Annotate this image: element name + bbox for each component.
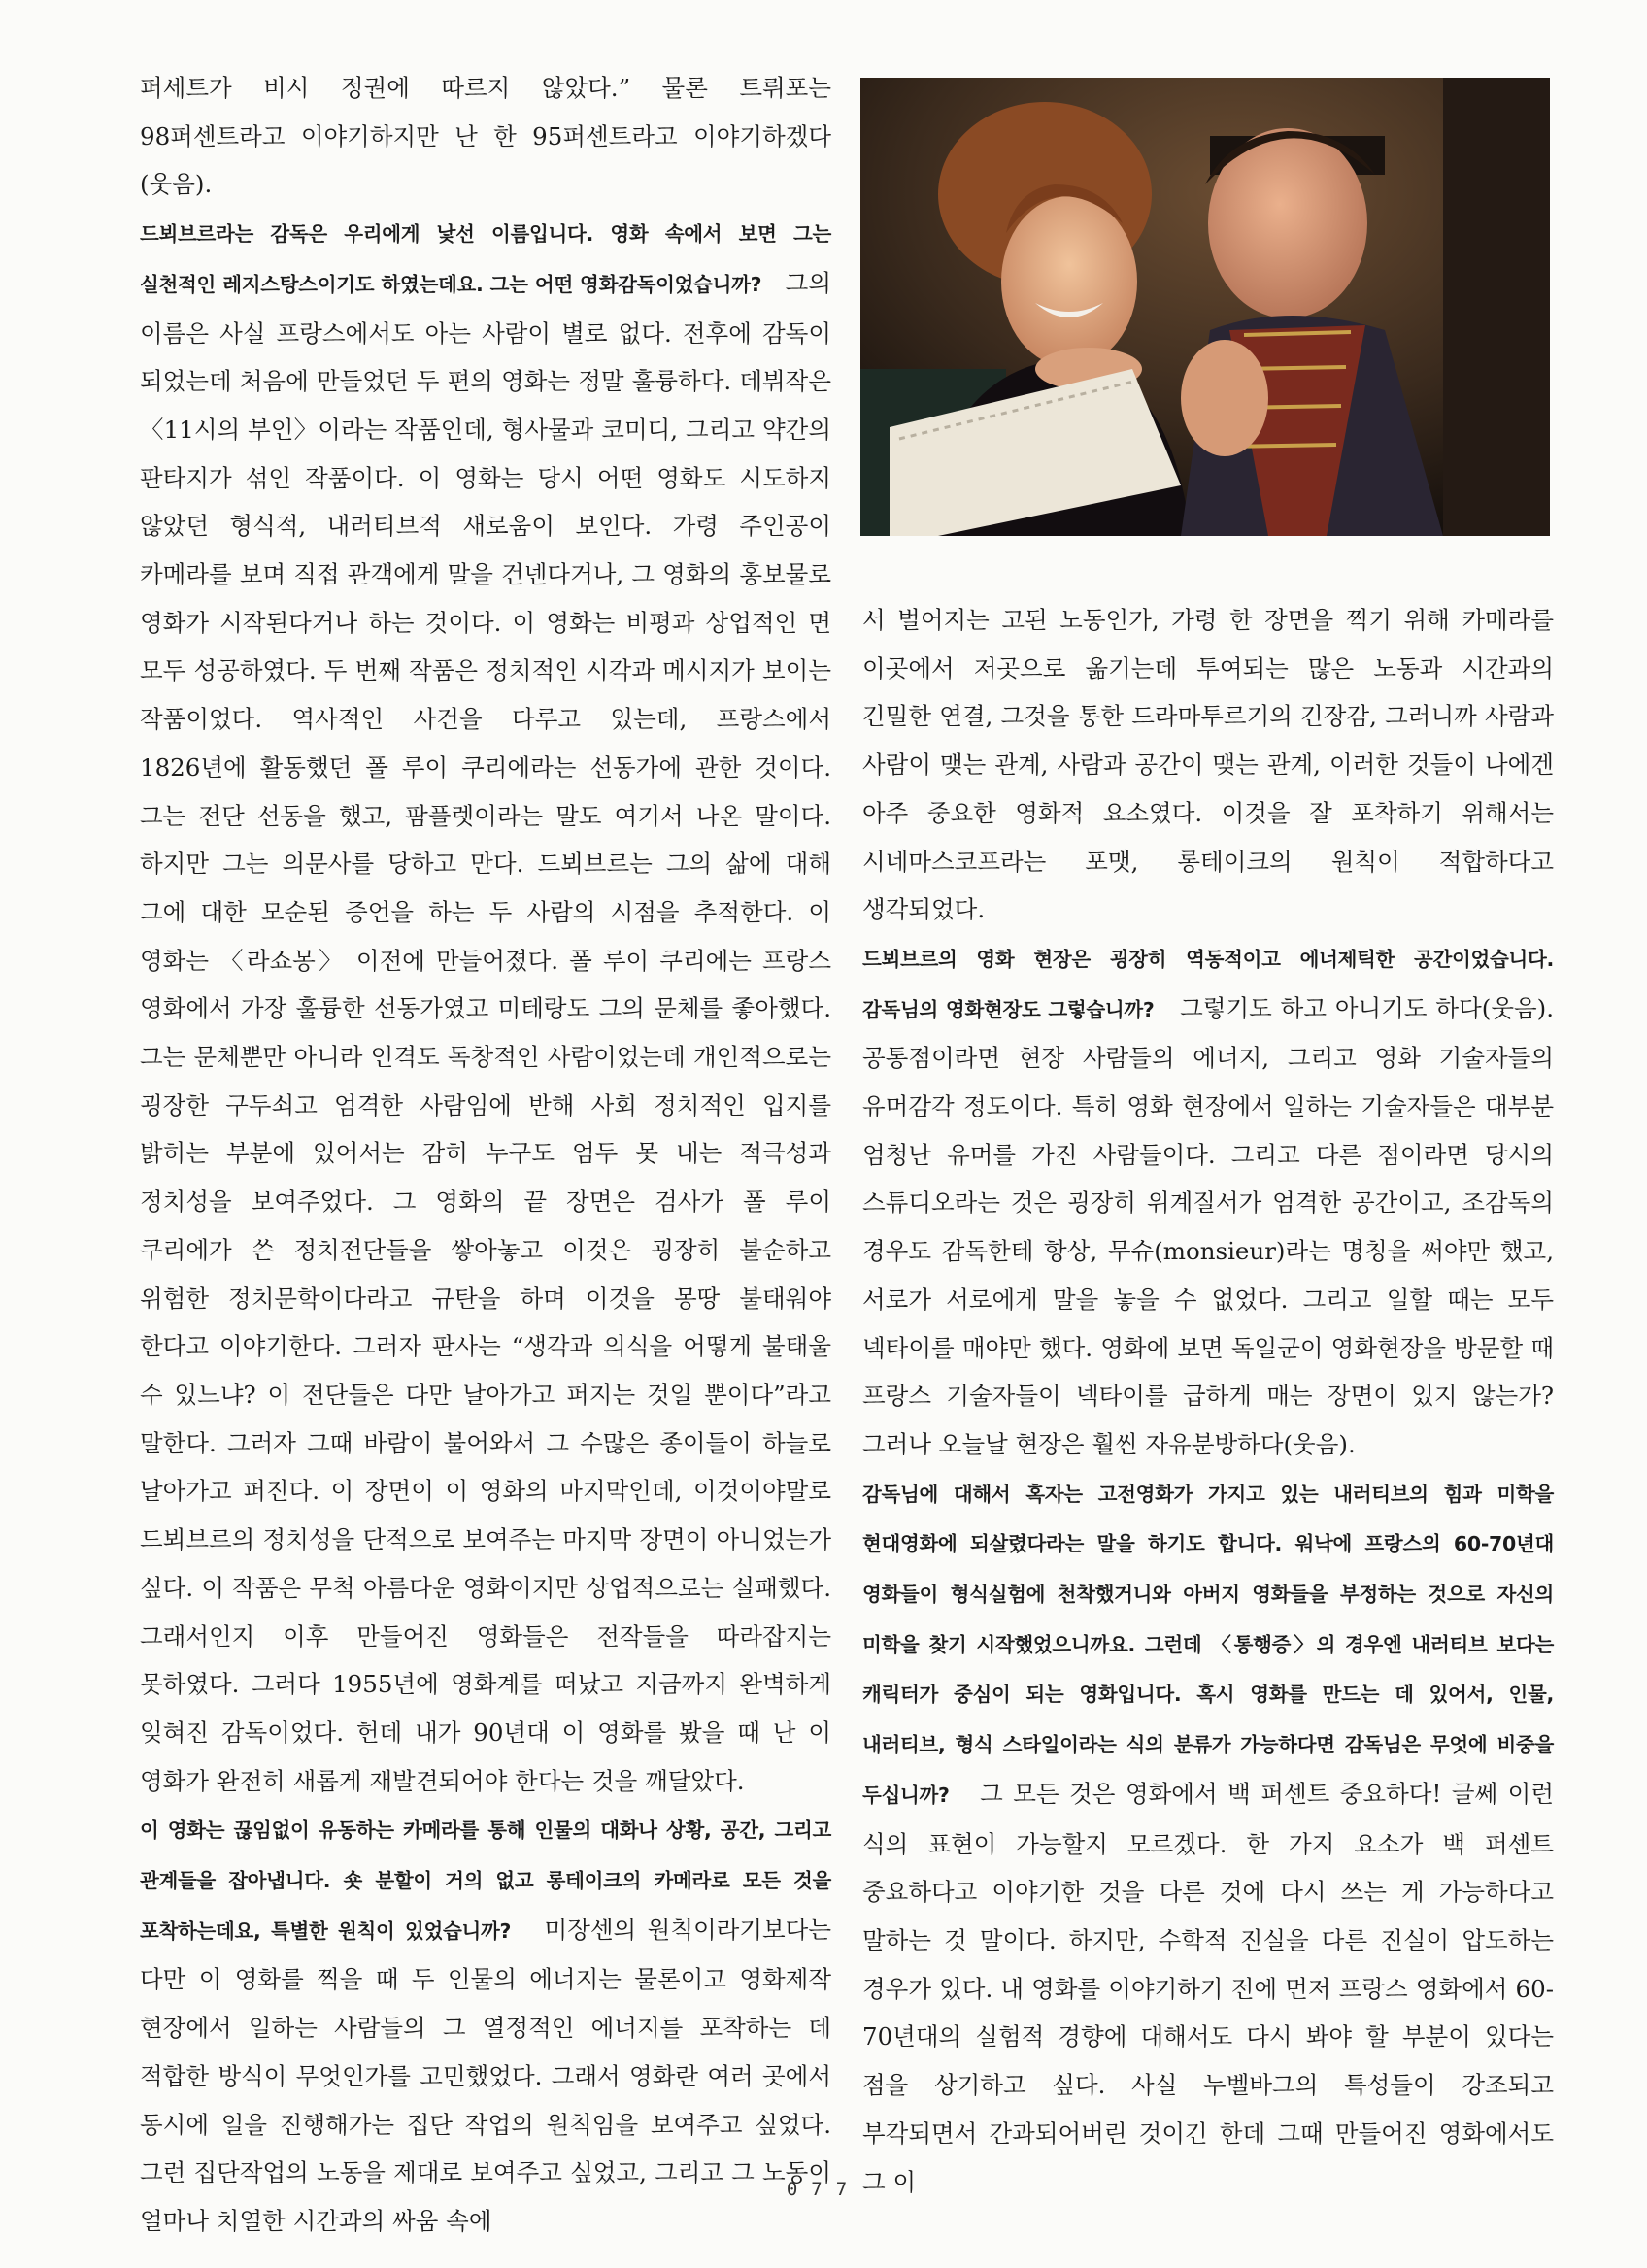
answer-text: 서 벌어지는 고된 노동인가, 가령 한 장면을 찍기 위해 카메라를 이곳에서 저곳으로 옮기는데 투여되는 많은 노동과 시간과의 긴밀한 연결, 그것을 통한 드라마투르기의 긴장감, 그러니까 사람과 사람이 맺는 관계, 사람과 공간이 맺는 관계, 이러한 것들이 나에겐 아주 중요한 영화적 요소였다. 이것을 잘 포착하기 위해서는 시네마스코프라는 포맷, 롱테이크의 원칙이 적합하다고 생각되었다. xyxy=(862,606,1554,924)
question-text: 감독님에 대해서 혹자는 고전영화가 가지고 있는 내러티브의 힘과 미학을 현대영화에 되살렸다라는 말을 하기도 합니다. 워낙에 프랑스의 60-70년대 영화들이 형식실험에 천착했거니와 아버지 영화들을 부정하는 것으로 자신의 미학을 찾기 시작했었으니까요. 그런데 〈통행증〉의 경우엔 내러티브 보다는 캐릭터가 중심이 되는 영화입니다. 혹시 영화를 만드는 데 있어서, 인물, 내러티브, 형식 스타일이라는 식의 분류가 가능하다면 감독님은 무엇에 비중을 두십니까? xyxy=(862,1482,1554,1807)
answer-text: 그의 이름은 사실 프랑스에서도 아는 사람이 별로 없다. 전후에 감독이 되었는데 처음에 만들었던 두 편의 영화는 정말 훌륭하다. 데뷔작은 〈11시의 부인〉이라는 작품인데, 형사물과 코미디, 그리고 약간의 판타지가 섞인 작품이다. 이 영화는 당시 어떤 영화도 시도하지 않았던 형식적, 내러티브적 새로움이 보인다. 가령 주인공이 카메라를 보며 직접 관객에게 말을 건넨다거나, 그 영화의 홍보물로 영화가 시작된다거나 하는 것이다. 이 영화는 비평과 상업적인 면 모두 성공하였다. 두 번째 작품은 정치적인 시각과 메시지가 보이는 작품이었다. 역사적인 사건을 다루고 있는데, 프랑스에서 1826년에 활동했던 폴 루이 쿠리에라는 선동가에 관한 것이다. 그는 전단 선동을 했고, 팜플렛이라는 말도 여기서 나온 말이다. 하지만 그는 의문사를 당하고 만다. 드뵈브르는 그의 삶에 대해 그에 대한 모순된 증언을 하는 두 사람의 시점을 추적한다. 이 영화는 〈라쇼몽〉 이전에 만들어졌다. 폴 루이 쿠리에는 프랑스 영화에서 가장 훌륭한 선동가였고 미테랑도 그의 문체를 좋아했다. 그는 문체뿐만 아니라 인격도 독창적인 사람이었는데 개인적으로는 굉장한 구두쇠고 엄격한 사람임에 반해 사회 정치적인 입지를 밝히는 부분에 있어서는 감히 누구도 엄두 못 내는 적극성과 정치성을 보여주었다. 그 영화의 끝 장면은 검사가 폴 루이 쿠리에가 쓴 정치전단들을 쌓아놓고 이것은 굉장히 불순하고 위험한 정치문학이다라고 규탄을 하며 이것을 몽땅 불태워야 한다고 이야기한다. 그러자 판사는 “생각과 의식을 어떻게 불태울 수 있느냐? 이 전단들은 다만 날아가고 퍼지는 것일 뿐이다”라고 말한다. 그러자 그때 바람이 불어와서 그 수많은 종이들이 하늘로 날아가고 퍼진다. 이 장면이 이 영화의 마지막인데, 이것이야말로 드뵈브르의 정치성을 단적으로 보여주는 마지막 장면이 아니었는가 싶다. 이 작품은 무척 아름다운 영화이지만 상업적으로는 실패했다. 그래서인지 이후 만들어진 영화들은 전작들을 따라잡지는 못하였다. 그러다 1955년에 영화계를 떠났고 지금까지 완벽하게 잊혀진 감독이었다. 헌데 내가 90년대 이 영화를 봤을 때 난 이 영화가 완전히 새롭게 재발견되어야 한다는 것을 깨달았다. xyxy=(140,268,831,1795)
answer-text: 미장센의 원칙이라기보다는 다만 이 영화를 찍을 때 두 인물의 에너지는 물론이고 영화제작 현장에서 일하는 사람들의 그 열정적인 에너지를 포착하는 데 적합한 방식이 무엇인가를 고민했었다. 그래서 영화란 여러 곳에서 동시에 일을 진행해가는 집단 작업의 원칙임을 보여주고 싶었다. 그런 집단작업의 노동을 제대로 보여주고 싶었고, 그리고 그 노동이 얼마나 치열한 시간과의 싸움 속에 xyxy=(140,1915,831,2235)
answer-text: 그 모든 것은 영화에서 백 퍼센트 중요하다! 글쎄 이런 식의 표현이 가능할지 모르겠다. 한 가지 요소가 백 퍼센트 중요하다고 이야기한 것을 다른 것에 다시 쓰는 게 가능하다고 말하는 것 말이다. 하지만, 수학적 진실을 다른 진실이 압도하는 경우가 있다. 내 영화를 이야기하기 전에 먼저 프랑스 영화에서 60-70년대의 실험적 경향에 대해서도 다시 봐야 할 부분이 있다는 점을 상기하고 싶다. 사실 누벨바그의 특성들이 강조되고 부각되면서 간과되어버린 것이긴 한데 그때 만들어진 영화에서도 그 이 xyxy=(862,1779,1554,2196)
paragraph xyxy=(862,1469,1554,2207)
page-number: 077 xyxy=(786,2179,861,2200)
article-column-right xyxy=(862,596,1554,2196)
paragraph xyxy=(862,934,1554,1469)
paragraph xyxy=(140,209,831,1805)
answer-text: 퍼세트가 비시 정권에 따르지 않았다.” 물론 트뤼포는 98퍼센트라고 이야기하지만 난 한 95퍼센트라고 이야기하겠다(웃음). xyxy=(140,74,831,199)
question-text: 드뵈브르라는 감독은 우리에게 낯선 이름입니다. 영화 속에서 보면 그는 실천적인 레지스탕스이기도 하였는데요. 그는 어떤 영화감독이었습니까? xyxy=(140,222,831,296)
film-still-photo xyxy=(860,78,1550,536)
question-text: 이 영화는 끊임없이 유동하는 카메라를 통해 인물의 대화나 상황, 공간, 그리고 관계들을 잡아냅니다. 숏 분할이 거의 없고 롱테이크의 카메라로 모든 것을 포착하는데요, 특별한 원칙이 있었습니까? xyxy=(140,1818,831,1943)
answer-text: 그렇기도 하고 아니기도 하다(웃음). 공통점이라면 현장 사람들의 에너지, 그리고 영화 기술자들의 유머감각 정도이다. 특히 영화 현장에서 일하는 기술자들은 대부분 엄청난 유머를 가진 사람들이다. 그리고 다른 점이라면 당시의 스튜디오라는 것은 굉장히 위계질서가 엄격한 공간이고, 조감독의 경우도 감독한테 항상, 무슈(monsieur)라는 명칭을 써야만 했고, 서로가 서로에게 말을 놓을 수 없었다. 그리고 일할 때는 모두 넥타이를 매야만 했다. 영화에 보면 독일군이 영화현장을 방문할 때 프랑스 기술자들이 넥타이를 급하게 매는 장면이 있지 않는가? 그러나 오늘날 현장은 훨씬 자유분방하다(웃음). xyxy=(862,993,1554,1458)
film-still-image xyxy=(860,78,1550,536)
paragraph xyxy=(862,596,1554,934)
question-text: 드뵈브르의 영화 현장은 굉장히 역동적이고 에너제틱한 공간이었습니다. 감독님의 영화현장도 그렇습니까? xyxy=(862,947,1554,1021)
paragraph xyxy=(140,64,831,209)
